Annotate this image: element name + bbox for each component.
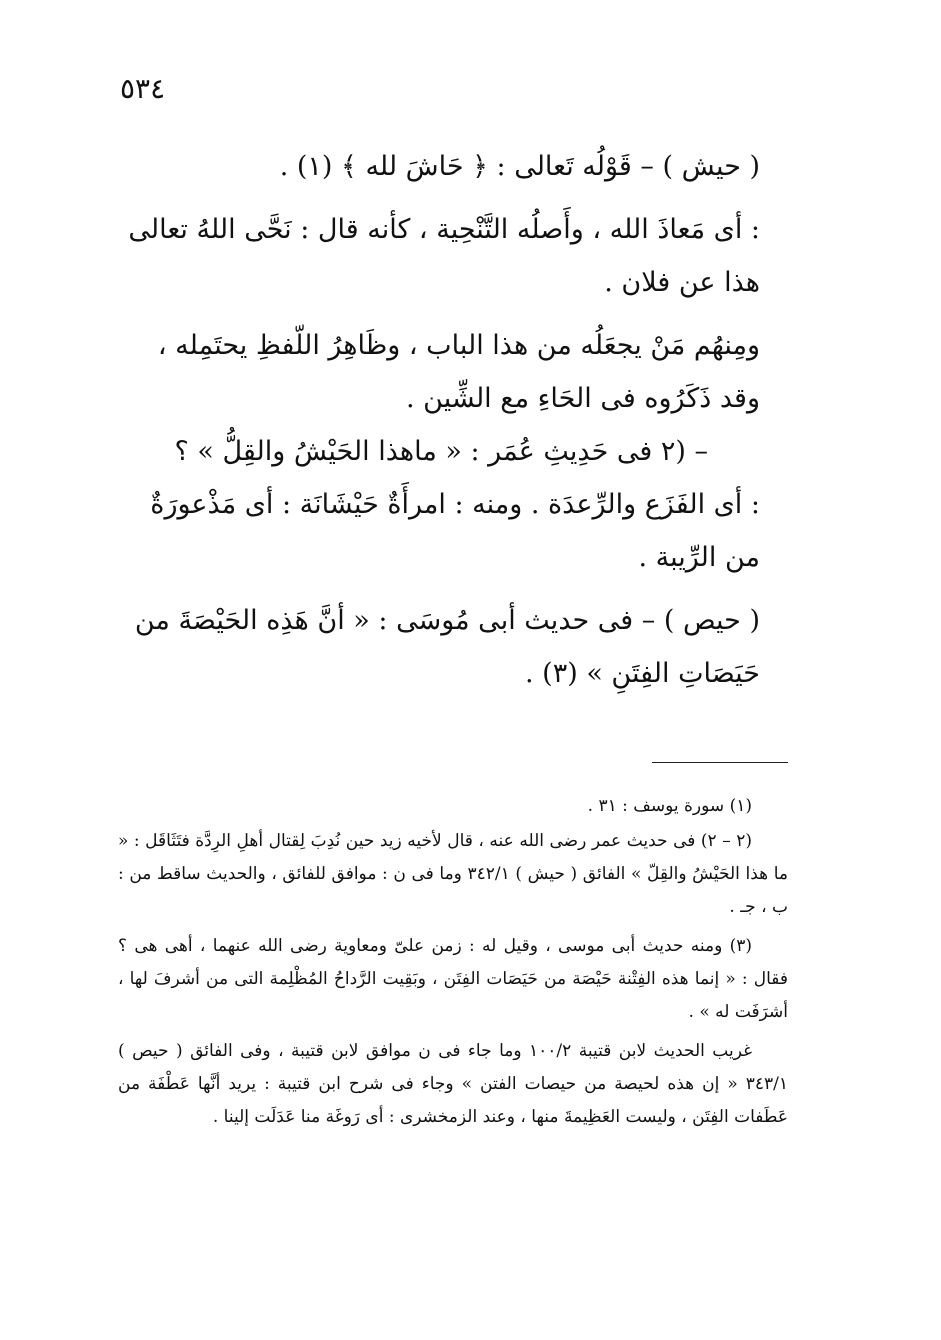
footnote-divider <box>652 762 788 763</box>
entry-haysh-explanation: : أى مَعاذَ الله ، وأَصلُه التَّنْحِية ، كأنه قال : نَحَّى اللهُ تعالى هذا عن فلان . <box>128 214 760 298</box>
entry-hays-heading: ( حيص ) – فى حديث أبى مُوسَى : « أنَّ هَذِه الحَيْصَةَ من حَيَصَاتِ الفِتَنِ » (٣) . <box>134 605 760 689</box>
hadith-umar: – (٢ فى حَدِيثِ عُمَر : « ماهذا الحَيْشُ والقِلُّ » ؟ <box>174 436 708 467</box>
entry-haysh-note: ومِنهُم مَنْ يجعَلُه من هذا الباب ، وظَاهِرُ اللّفظِ يحتَمِله ، وقد ذَكَرُوه فى الحَاءِ مع الشِّين . <box>157 330 760 414</box>
footnote-3: (٣) ومنه حديث أبى موسى ، وقيل له : زمن علىّ ومعاوية رضى الله عنهما ، أهى هى ؟ فقال : « إنما هذه الفِتْنة حَيْصَة من حَيَصَات الفِتَن ، وبَقِيت الرَّداحُ المُظْلِمة التى من أشرفَ لها ، أشرَفَت له » . <box>118 936 788 1022</box>
main-text <box>118 140 788 700</box>
page-number: ٥٣٤ <box>120 72 166 105</box>
footnote-3-continued: غريب الحديث لابن قتيبة ١٠٠/٢ وما جاء فى ن موافق لابن قتيبة ، وفى الفائق ( حيص ) ٣٤٣/١ « إن هذه لحيصة من حيصات الفتن » وجاء فى شرح ابن قتيبة : يريد أنَّها عَطْفَة من عَطَفات الفِتَن ، وليست العَظِيمةَ منها ، وعند الزمخشرى : أى رَوغَة منا عَدَلَت إلينا . <box>118 1041 788 1127</box>
footnote-2: (٢ – ٢) فى حديث عمر رضى الله عنه ، قال لأخيه زيد حين نُدِبَ لِقتال أهلِ الرِدَّة فتَثَاقَل : « ما هذا الحَيْشُ والقِلّ » الفائق ( حيش ) ٣٤٢/١ وما فى ن : موافق للفائق ، والحديث ساقط من : ب ، جـ . <box>118 831 788 917</box>
footnotes <box>118 790 788 1140</box>
hadith-umar-explanation: : أى الفَزَع والرِّعدَة . ومنه : امرأَةٌ حَيْشَانَة : أى مَذْعورَةٌ من الرِّيبة . <box>150 489 760 573</box>
entry-haysh-heading: ( حيش ) – قَوْلُه تَعالى : ﴿ حَاشَ لله ﴾ (١) . <box>279 151 760 182</box>
footnote-1: (١) سورة يوسف : ٣١ . <box>587 796 752 816</box>
